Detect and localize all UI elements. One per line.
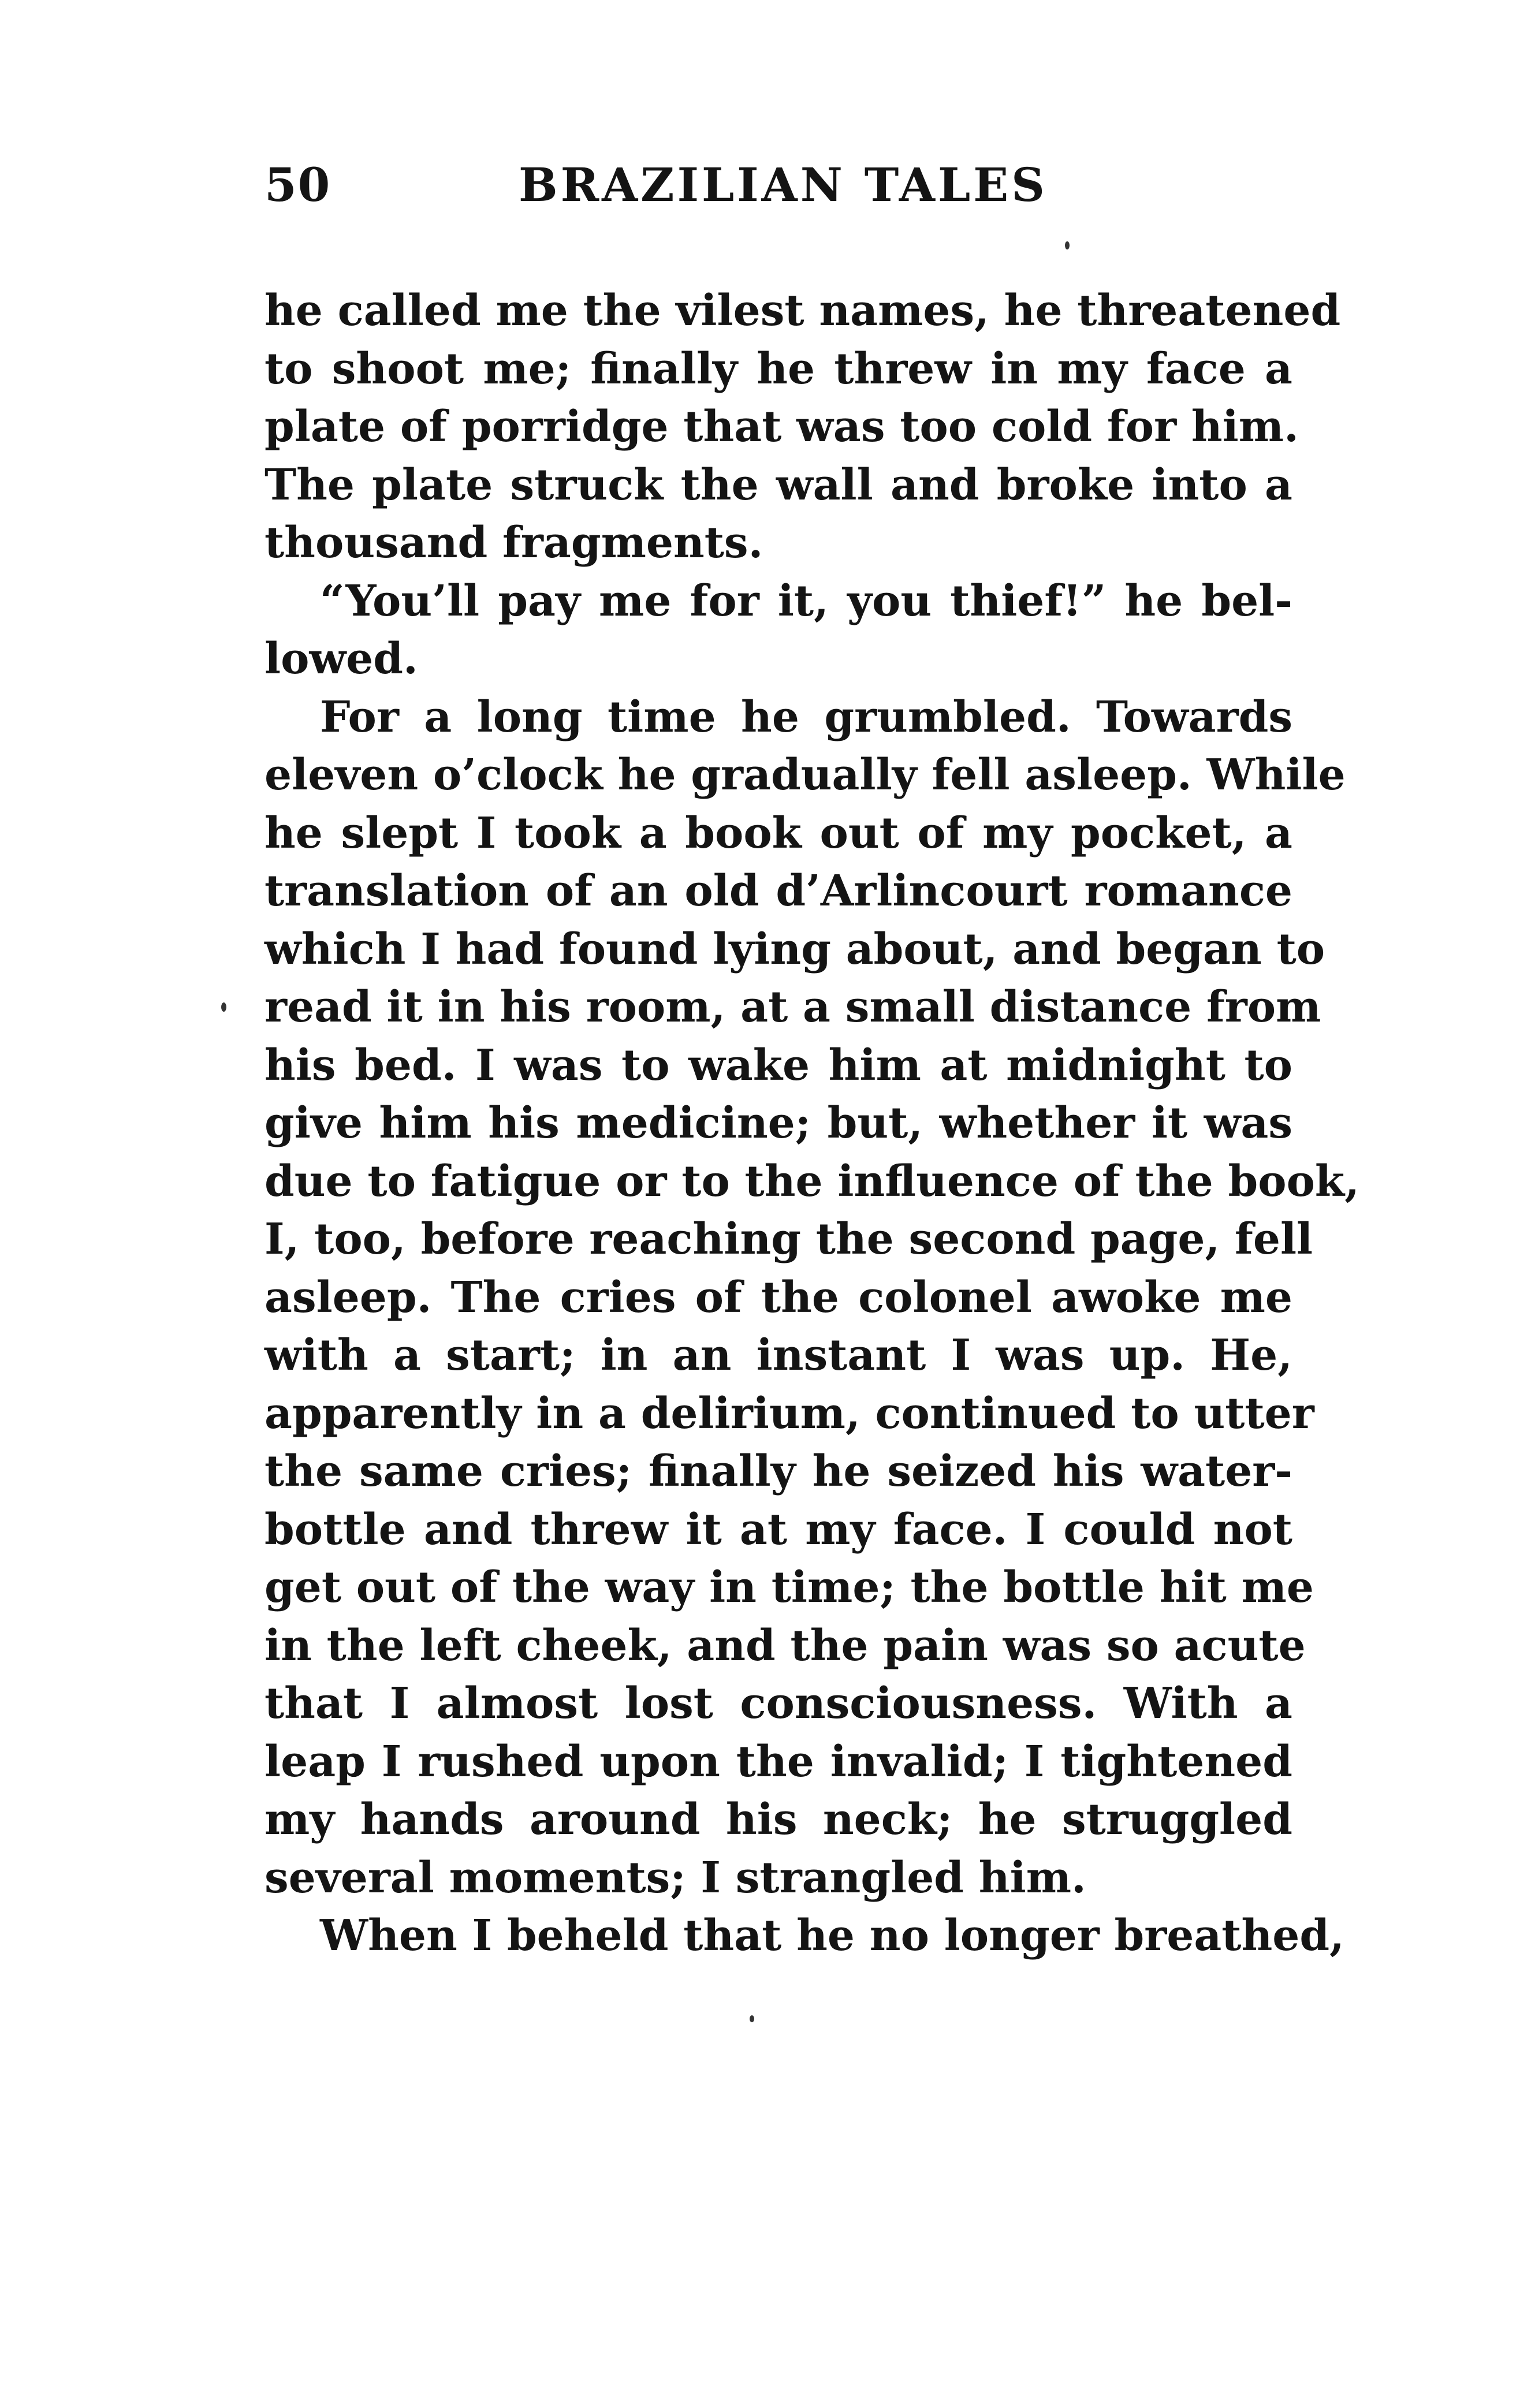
text-line: due to fatigue or to the influence of the book, [264, 1156, 1359, 1206]
text-line: thousand fragments. [264, 518, 763, 568]
text-line: his bed. I was to wake him at midnight to [264, 1040, 1292, 1090]
running-head [264, 153, 1292, 217]
text-line: The plate struck the wall and broke into a [264, 460, 1292, 510]
text-line: my hands around his neck; he struggled [264, 1795, 1292, 1844]
text-line: “You’ll pay me for it, you thief!” he bel- [320, 576, 1292, 626]
text-line: read it in his room, at a small distance from [264, 982, 1321, 1032]
text-line: leap I rushed upon the invalid; I tightened [264, 1736, 1292, 1787]
text-line: plate of porridge that was too cold for him. [264, 402, 1299, 452]
print-speck [750, 2015, 754, 2022]
text-line: several moments; I strangled him. [264, 1852, 1086, 1903]
text-line: get out of the way in time; the bottle hit me [264, 1563, 1314, 1612]
text-line: give him his medicine; but, whether it was [264, 1098, 1292, 1148]
text-line: the same cries; finally he seized his water- [264, 1447, 1292, 1496]
book-title: BRAZILIAN TALES [519, 158, 1048, 212]
text-line: asleep. The cries of the colonel awoke me [264, 1272, 1292, 1322]
text-line: he called me the vilest names, he threatened [264, 286, 1341, 336]
body-text [264, 282, 1359, 1965]
text-line: in the left cheek, and the pain was so acute [264, 1620, 1306, 1671]
text-line: which I had found lying about, and began to [264, 924, 1325, 974]
text-line: to shoot me; finally he threw in my face a [264, 344, 1292, 394]
text-line: with a start; in an instant I was up. He, [264, 1330, 1292, 1380]
text-line: apparently in a delirium, continued to utter [264, 1388, 1314, 1438]
text-line: that I almost lost consciousness. With a [264, 1679, 1292, 1728]
text-line: When I beheld that he no longer breathed, [320, 1911, 1344, 1960]
page-number: 50 [264, 158, 331, 212]
text-line: lowed. [264, 634, 418, 684]
text-line: eleven o’clock he gradually fell asleep. While [264, 750, 1346, 800]
text-line: translation of an old d’Arlincourt romance [264, 866, 1292, 916]
print-speck [221, 1002, 226, 1012]
text-line: For a long time he grumbled. Towards [320, 692, 1292, 742]
text-line: bottle and threw it at my face. I could not [264, 1504, 1292, 1555]
text-line: he slept I took a book out of my pocket, a [264, 808, 1292, 858]
text-line: I, too, before reaching the second page, fell [264, 1214, 1313, 1264]
print-speck [1065, 241, 1070, 249]
